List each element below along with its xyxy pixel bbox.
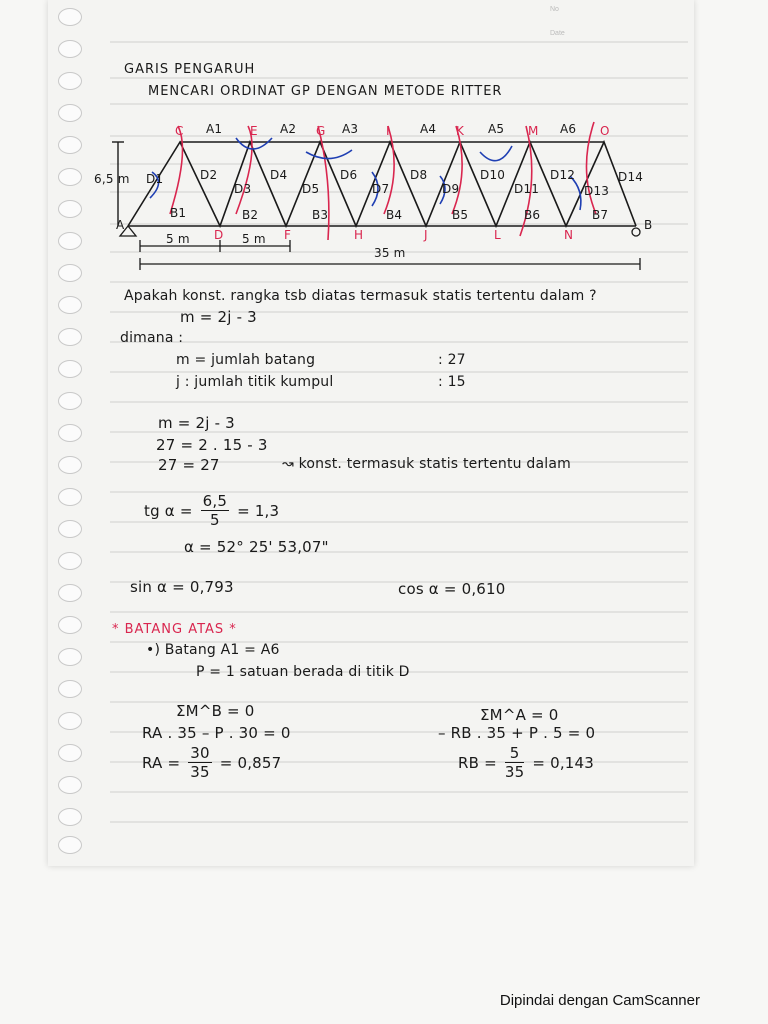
tangent-equation [144,492,279,529]
member-label-d9: D9 [442,182,460,196]
definition-m-value: : 27 [438,352,466,368]
ra-equation: RA . 35 – P . 30 = 0 [142,724,291,742]
node-label-f: F [284,228,292,242]
node-label-l: L [494,228,501,242]
member-label-d1: D1 [146,172,164,186]
calc-line-3: 27 = 27 [158,456,220,474]
node-label-o: O [600,124,610,138]
node-label-c: C [175,124,184,138]
support-left-label: A [116,218,125,232]
question-text: Apakah konst. rangka tsb diatas termasuk statis tertentu dalam ? [124,288,597,304]
rb-result-lhs: RB = [458,753,497,772]
stability-formula: m = 2j - 3 [180,308,257,326]
member-label-d8: D8 [410,168,428,182]
alpha-value: α = 52° 25' 53,07" [184,538,329,556]
rb-denominator: 35 [504,763,525,781]
node-label-n: N [564,228,574,242]
member-label-d10: D10 [480,168,506,182]
member-label-b3: B3 [312,208,329,222]
member-label-d4: D4 [270,168,288,182]
rb-result [458,744,594,781]
dimension-label-5m-a: 5 m [166,232,190,246]
member-label-d7: D7 [372,182,390,196]
node-label-g: G [316,124,326,138]
member-label-d6: D6 [340,168,358,182]
member-label-d12: D12 [550,168,576,182]
member-label-b5: B5 [452,208,469,222]
node-label-m: M [528,124,539,138]
tangent-fraction [201,492,229,529]
ra-result [142,744,281,781]
title-line-1: GARIS PENGARUH [124,62,256,77]
dimension-label-total: 35 m [374,246,406,260]
moment-b-equation: ΣM^B = 0 [176,702,255,720]
node-label-i: I [386,124,390,138]
member-label-a4: A4 [420,122,437,136]
support-right-label: B [644,218,653,232]
member-label-d13: D13 [584,184,610,198]
member-label-a6: A6 [560,122,577,136]
member-label-d3: D3 [234,182,252,196]
member-label-b7: B7 [592,208,609,222]
node-label-k: K [456,124,465,138]
dimana-label: dimana : [120,330,184,346]
member-statement: •) Batang A1 = A6 [146,642,280,658]
ra-result-value: = 0,857 [219,753,282,772]
member-label-d5: D5 [302,182,320,196]
tangent-lhs: tg α = [144,501,193,520]
cos-value: cos α = 0,610 [398,580,506,598]
member-label-d11: D11 [514,182,540,196]
header-date-label: Date [550,30,565,37]
node-label-h: H [354,228,364,242]
node-label-d: D [214,228,224,242]
height-label: 6,5 m [94,172,130,186]
calc-conclusion: ↝ konst. termasuk statis tertentu dalam [282,456,571,472]
tangent-numerator: 6,5 [202,492,228,510]
dimension-label-5m-b: 5 m [242,232,266,246]
load-statement: P = 1 satuan berada di titik D [196,664,410,680]
sin-value: sin α = 0,793 [130,578,234,596]
ra-denominator: 35 [190,763,210,781]
member-label-a3: A3 [342,122,359,136]
scanner-watermark: Dipindai dengan CamScanner [499,992,700,1009]
moment-a-equation: ΣM^A = 0 [480,706,559,724]
rb-equation: – RB . 35 + P . 5 = 0 [438,724,596,742]
rb-result-value: = 0,143 [532,753,595,772]
definition-m: m = jumlah batang [176,352,316,368]
definition-j-value: : 15 [438,374,466,390]
title-line-2: MENCARI ORDINAT GP DENGAN METODE RITTER [148,84,503,99]
member-label-b4: B4 [386,208,403,222]
member-label-b6: B6 [524,208,541,222]
node-label-j: J [424,228,428,242]
member-label-a2: A2 [280,122,297,136]
tangent-rhs: = 1,3 [237,501,280,520]
definition-j: j : jumlah titik kumpul [176,374,334,390]
member-label-a1: A1 [206,122,223,136]
header-no-label: No [550,6,559,13]
rb-numerator: 5 [505,744,525,763]
rb-fraction [505,744,525,781]
tangent-denominator: 5 [209,511,220,529]
section-heading: * BATANG ATAS * [112,622,237,637]
member-label-d2: D2 [200,168,218,182]
member-label-a5: A5 [488,122,505,136]
ra-numerator: 30 [190,744,210,762]
calc-line-1: m = 2j - 3 [158,414,235,432]
ra-fraction [188,744,212,781]
calc-line-2: 27 = 2 . 15 - 3 [156,436,268,454]
ra-result-lhs: RA = [142,753,181,772]
member-label-b1: B1 [170,206,187,220]
node-label-e: E [250,124,258,138]
member-label-b2: B2 [242,208,259,222]
member-label-d14: D14 [618,170,644,184]
